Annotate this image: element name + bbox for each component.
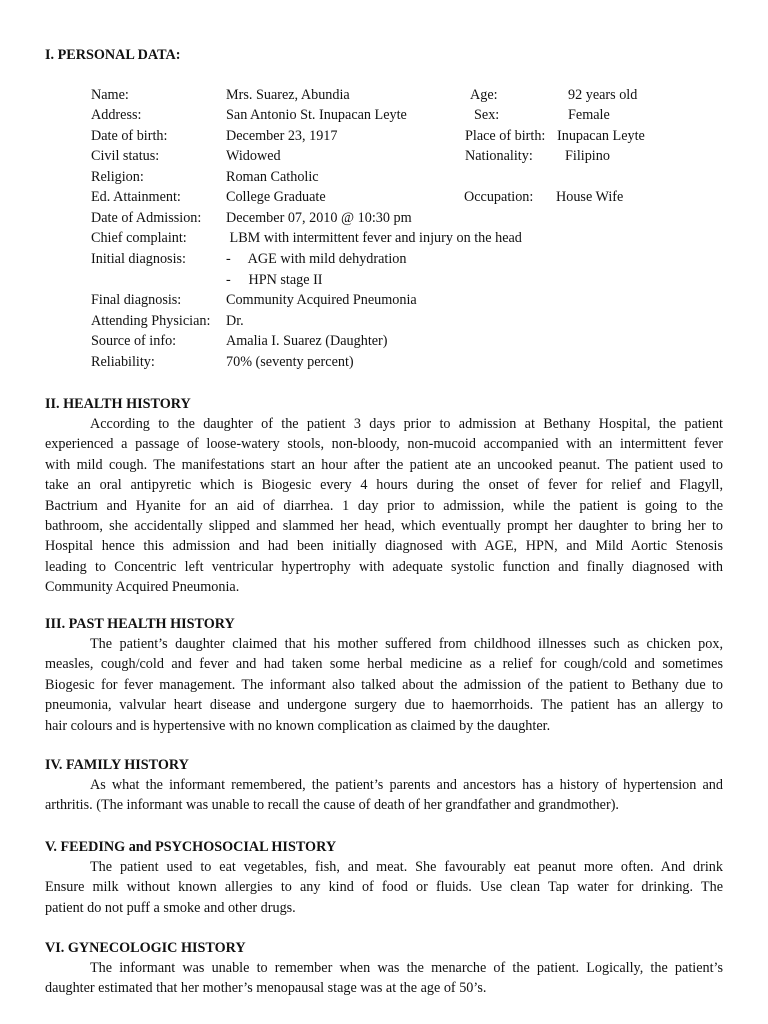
row-label: Source of info: [91, 333, 177, 349]
row-value: Mrs. Suarez, Abundia [226, 87, 350, 103]
paragraph-line: According to the daughter of the patient 3 days prior to admission at Bethany Hospital, the patient [90, 416, 723, 432]
row-label: Reliability: [91, 354, 155, 370]
paragraph-line: take an oral antipyretic which is Biogesic every 4 hours during the onset of fever for relief and Flagyll, [45, 477, 723, 494]
gynecologic-history-paragraph [45, 958, 723, 999]
row-label: Chief complaint: [91, 230, 187, 246]
row-label: Final diagnosis: [91, 292, 182, 308]
paragraph-line: daughter estimated that her mother’s menopausal stage was at the age of 50’s. [45, 980, 487, 997]
paragraph-line: Biogesic for fever management. The informant also talked about the admission of the patient to Bethany due to [45, 676, 723, 693]
paragraph-line: hair colours and is hypertensive with no known complication as claimed by the daughter. [45, 717, 551, 734]
paragraph-line: measles, cough/cold and fever and had taken some herbal medicine as a relief for cough/cold and sometimes [45, 656, 723, 673]
row-label2: Sex: [474, 107, 500, 123]
row-value: Community Acquired Pneumonia [226, 292, 417, 308]
row-label2: Place of birth: [465, 128, 546, 144]
paragraph-line: Hospital hence this admission and had been initially diagnosed with AGE, HPN, and Mild Aortic Stenosis [45, 538, 723, 555]
row-label2: Nationality: [465, 148, 533, 164]
health-history-heading: II. HEALTH HISTORY [45, 396, 191, 412]
family-history-paragraph [45, 775, 723, 816]
row-value: LBM with intermittent fever and injury on the head [226, 230, 522, 246]
paragraph-line: leading to Concentric left ventricular hypertrophy with adequate systolic function and finally diagnosed with [45, 558, 723, 575]
paragraph-line: The patient used to eat vegetables, fish, and meat. She favourably eat peanut more often. And drink [90, 859, 723, 875]
row-value: December 23, 1917 [226, 128, 338, 144]
family-history-heading: IV. FAMILY HISTORY [45, 757, 189, 773]
paragraph-line: experienced a passage of loose-watery stools, non-bloody, non-mucoid accompanied with an intermittent fever [45, 436, 723, 453]
row-label: Attending Physician: [91, 313, 211, 329]
row-label2: Occupation: [464, 189, 534, 205]
row-value2: House Wife [556, 189, 624, 205]
paragraph-line: Ensure milk without known allergies to any kind of food or fluids. Use clean Tap water for drinking. The [45, 879, 723, 896]
row-value: Amalia I. Suarez (Daughter) [226, 333, 388, 349]
feeding-psychosocial-paragraph [45, 857, 723, 918]
row-label: Date of birth: [91, 128, 168, 144]
paragraph-line: As what the informant remembered, the patient’s parents and ancestors has a history of hypertension and [90, 777, 723, 793]
row-label2: Age: [470, 87, 498, 103]
row-label: Date of Admission: [91, 210, 202, 226]
row-value: Roman Catholic [226, 169, 319, 185]
health-history-paragraph [45, 414, 723, 598]
row-value: College Graduate [226, 189, 326, 205]
paragraph-line: The patient’s daughter claimed that his mother suffered from childhood illnesses such as chicken pox, [90, 636, 723, 652]
feeding-psychosocial-heading: V. FEEDING and PSYCHOSOCIAL HISTORY [45, 839, 337, 855]
row-value2: Female [568, 107, 610, 123]
personal-data-heading: I. PERSONAL DATA: [45, 47, 181, 63]
row-label: Initial diagnosis: [91, 251, 186, 267]
paragraph-line: The informant was unable to remember when was the menarche of the patient. Logically, the patient’s [90, 960, 723, 976]
gynecologic-history-heading: VI. GYNECOLOGIC HISTORY [45, 940, 246, 956]
row-value: Dr. [226, 313, 244, 329]
row-value: Widowed [226, 148, 281, 164]
row-value: - AGE with mild dehydration [226, 251, 407, 267]
row-value: 70% (seventy percent) [226, 354, 354, 370]
row-label: Civil status: [91, 148, 160, 164]
past-health-history-heading: III. PAST HEALTH HISTORY [45, 616, 235, 632]
row-value2: Filipino [565, 148, 610, 164]
row-label: Religion: [91, 169, 144, 185]
row-label: Ed. Attainment: [91, 189, 181, 205]
paragraph-line: patient do not puff a smoke and other drugs. [45, 899, 296, 916]
past-health-history-paragraph [45, 634, 723, 736]
paragraph-line: Bactrium and Hyanite for an aid of diarrhea. 1 day prior to admission, while the patient is going to the [45, 497, 723, 514]
row-value: San Antonio St. Inupacan Leyte [226, 107, 407, 123]
paragraph-line: Community Acquired Pneumonia. [45, 579, 240, 596]
paragraph-line: arthritis. (The informant was unable to recall the cause of death of her grandfather and grandmother). [45, 797, 619, 814]
row-value2: 92 years old [568, 87, 638, 103]
row-label: Address: [91, 107, 142, 123]
paragraph-line: bathroom, she accidentally slipped and slammed her head, which eventually prompt her daughter to bring her to [45, 518, 723, 535]
row-label: Name: [91, 87, 129, 103]
row-value2: Inupacan Leyte [557, 128, 645, 144]
paragraph-line: with mild cough. The manifestations start an hour after the patient ate an uncooked peanut. The patient used to [45, 456, 723, 473]
row-value: - HPN stage II [226, 272, 323, 288]
row-value: December 07, 2010 @ 10:30 pm [226, 210, 412, 226]
paragraph-line: pneumonia, valvular heart disease and undergone surgery due to haemorrhoids. The patient has an allergy to [45, 697, 723, 714]
